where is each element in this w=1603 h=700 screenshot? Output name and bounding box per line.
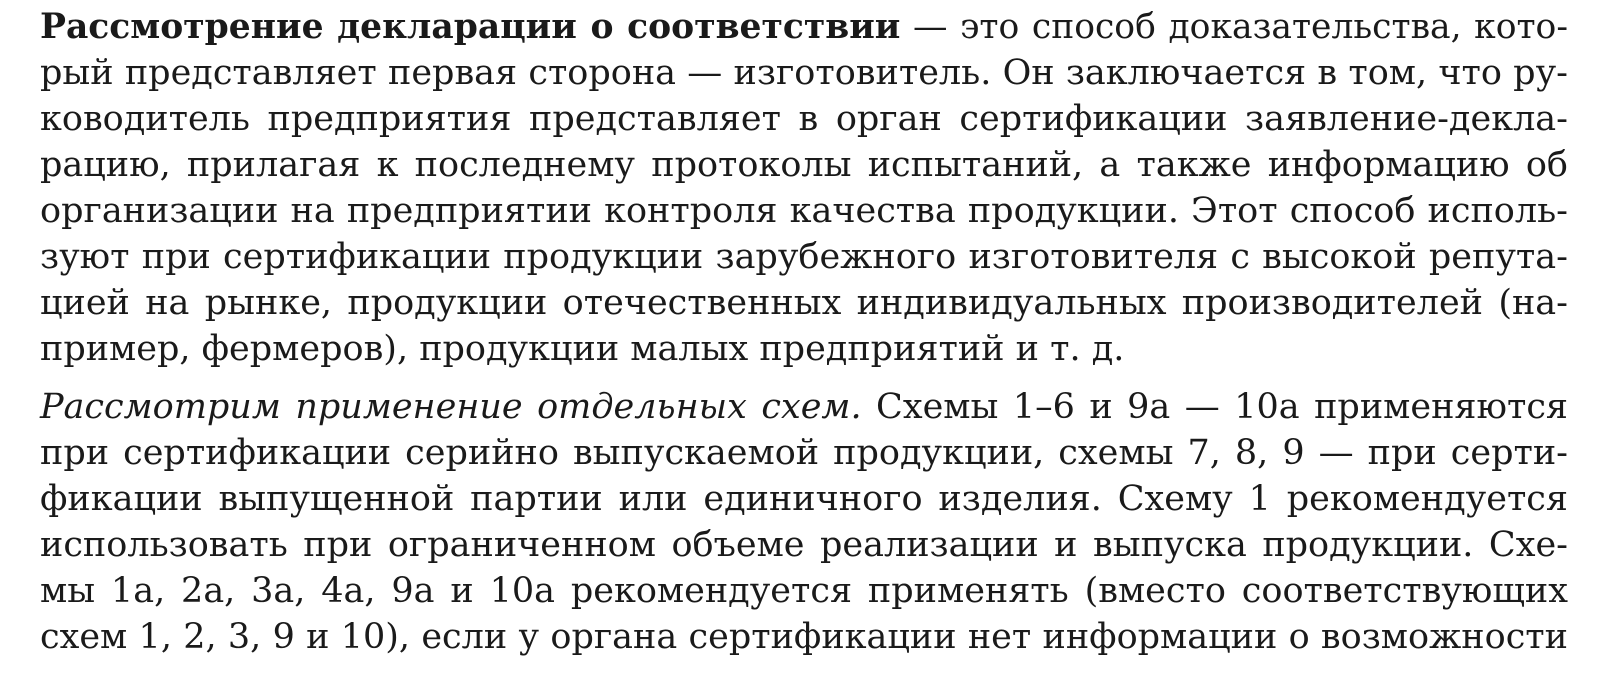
text-line — [40, 384, 1568, 430]
line-text: — это способ доказательства, кото- — [900, 7, 1568, 47]
text-line — [40, 4, 1568, 50]
italic-lead: Рассмотрим применение отдельных схем. — [40, 387, 862, 427]
text-line: цией на рынке, продукции отечественных индивидуальных производителей (на- — [40, 283, 1568, 323]
text-line: зуют при сертификации продукции зарубежного изготовителя с высокой репута- — [40, 237, 1568, 277]
line-text: Схемы 1–6 и 9а — 10а применяются — [861, 387, 1569, 427]
text-line: схем 1, 2, 3, 9 и 10), если у органа сертификации нет информации о возможности — [40, 617, 1568, 657]
text-line: использовать при ограниченном объеме реализации и выпуска продукции. Схе- — [40, 525, 1568, 565]
text-line: мы 1а, 2а, 3а, 4а, 9а и 10а рекомендуется применять (вместо соответствующих — [40, 571, 1568, 611]
text-line: организации на предприятии контроля качества продукции. Этот способ исполь- — [40, 191, 1568, 231]
text-line: рый представляет первая сторона — изготовитель. Он заключается в том, что ру- — [40, 53, 1568, 93]
text-line: фикации выпущенной партии или единичного изделия. Схему 1 рекомендуется — [40, 479, 1568, 519]
text-line: рацию, прилагая к последнему протоколы испытаний, а также информацию об — [40, 145, 1568, 185]
text-line: ководитель предприятия представляет в орган сертификации заявление-декла- — [40, 99, 1568, 139]
bold-term: Рассмотрение декларации о соответствии — [40, 7, 901, 47]
text-line: пример, фермеров), продукции малых предприятий и т. д. — [40, 329, 1125, 369]
text-line: при сертификации серийно выпускаемой продукции, схемы 7, 8, 9 — при серти- — [40, 433, 1568, 473]
